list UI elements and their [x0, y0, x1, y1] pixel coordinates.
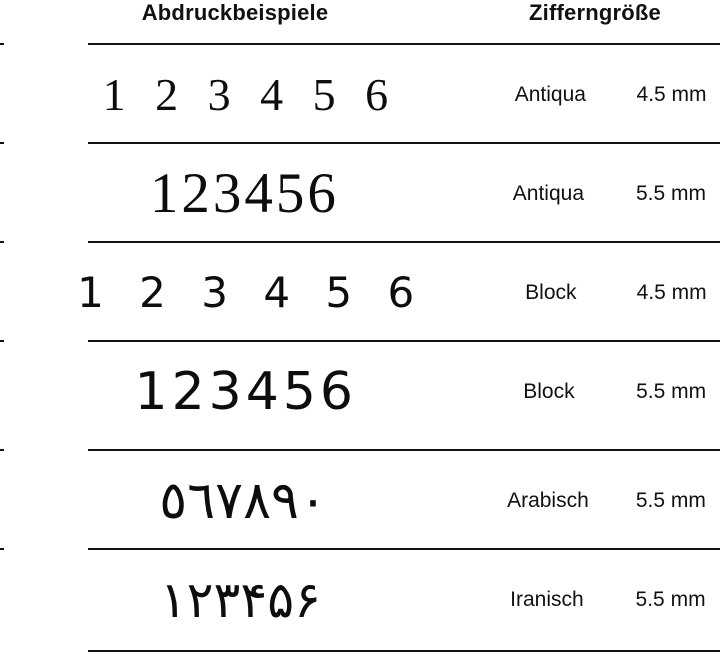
- digit-size-label: 5.5 mm: [635, 488, 706, 512]
- sample-impression: 123456: [134, 361, 358, 422]
- table-row: [0, 342, 720, 441]
- digit-size-label: 5.5 mm: [636, 379, 707, 403]
- digit-size-label: 5.5 mm: [635, 587, 706, 611]
- typeface-label: Iranisch: [510, 587, 584, 611]
- table-row: [0, 243, 720, 342]
- sample-impression: 123456: [149, 162, 339, 225]
- sample-impression: 1 2 3 4 5 6: [77, 268, 426, 317]
- sample-impression: ۱۲۳۴۵۶: [159, 570, 321, 629]
- digit-size-label: 5.5 mm: [635, 181, 706, 205]
- table-row: [0, 45, 720, 144]
- table-row: [0, 550, 720, 649]
- table-row: [0, 451, 720, 550]
- table-header-row: [0, 0, 720, 40]
- column-header-size: Zifferngröße: [529, 0, 661, 25]
- table-rule: [88, 650, 720, 652]
- typeface-label: Block: [523, 379, 575, 403]
- typeface-label: Arabisch: [507, 488, 589, 512]
- digit-size-label: 4.5 mm: [636, 82, 707, 106]
- sample-impression: ٥٦٧٨٩٠: [159, 470, 327, 531]
- typeface-label: Antiqua: [512, 181, 585, 205]
- digit-size-label: 4.5 mm: [636, 280, 707, 304]
- typeface-label: Block: [525, 280, 577, 304]
- table-row: [0, 144, 720, 243]
- typeface-label: Antiqua: [514, 82, 586, 106]
- sample-impression: 1 2 3 4 5 6: [102, 69, 398, 120]
- column-header-samples: Abdruckbeispiele: [141, 0, 329, 25]
